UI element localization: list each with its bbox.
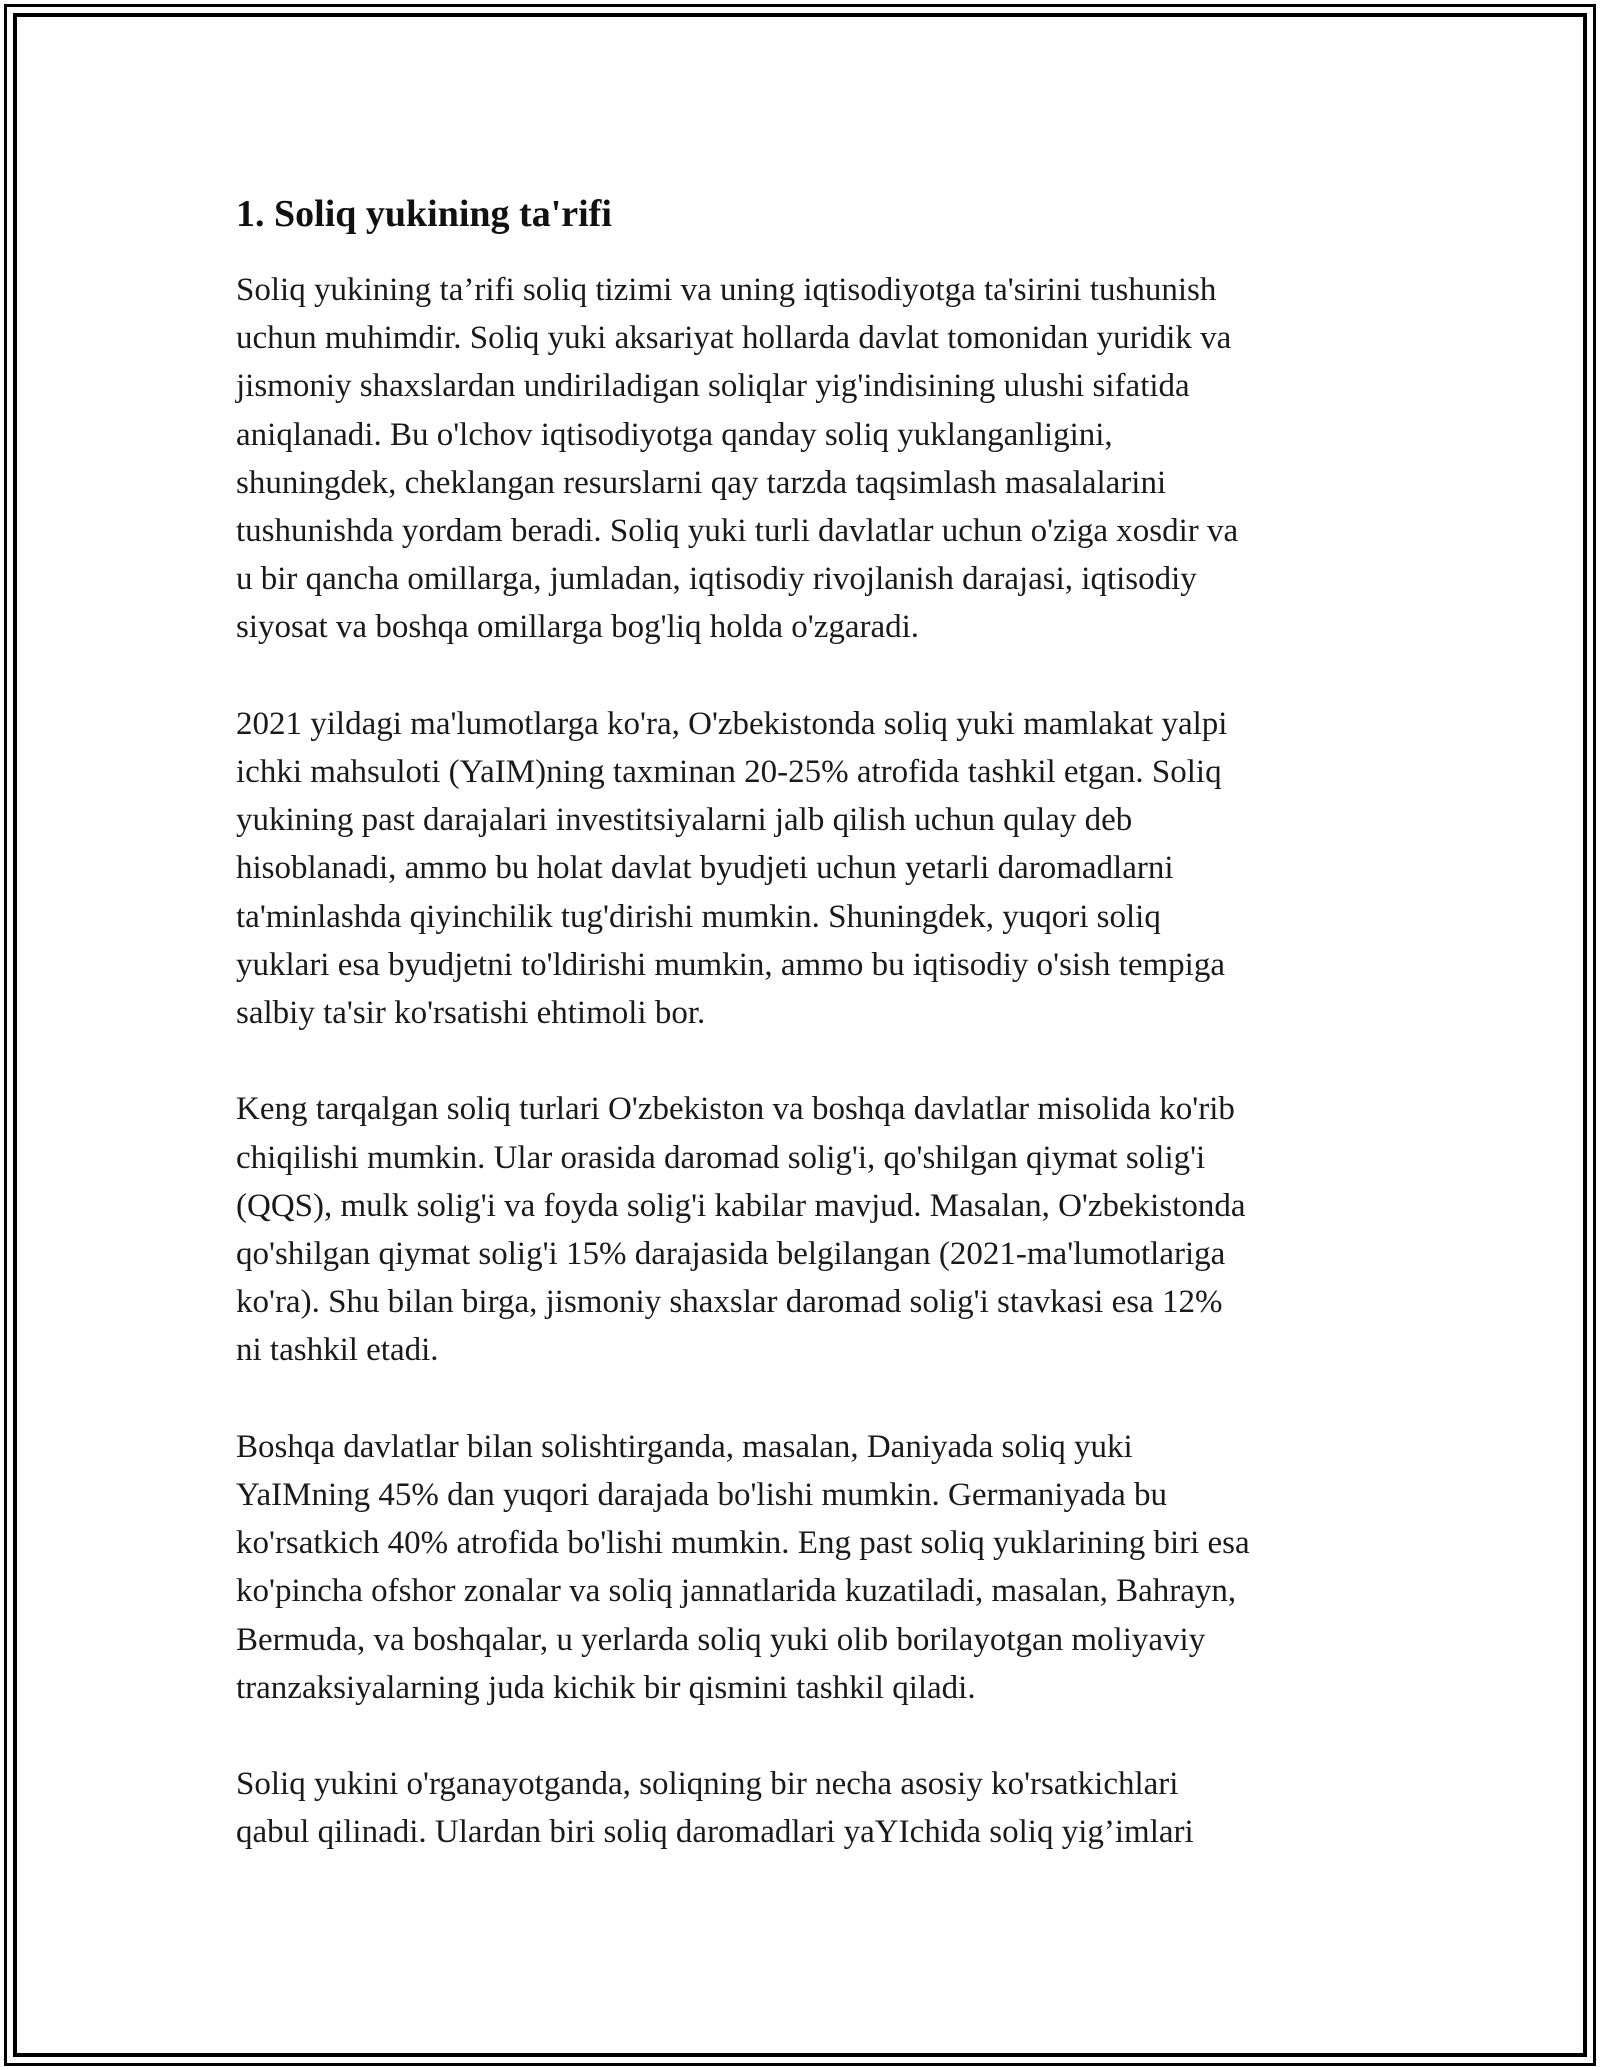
text-line: Soliq yukining ta’rifi soliq tizimi va uning iqtisodiyotga ta'sirini tushunish <box>236 272 1217 308</box>
text-line: u bir qancha omillarga, jumladan, iqtisodiy rivojlanish darajasi, iqtisodiy <box>236 561 1197 598</box>
paragraph-tax-burden-definition <box>236 266 1406 652</box>
text-line: Bermuda, va boshqalar, u yerlarda soliq yuki olib borilayotgan moliyaviy <box>236 1621 1206 1658</box>
text-line: yukining past darajalari investitsiyalarni jalb qilish uchun qulay deb <box>236 802 1133 839</box>
text-line: qabul qilinadi. Ulardan biri soliq daromadlari yaYIchida soliq yig’imlari <box>236 1814 1194 1851</box>
section-heading: 1. Soliq yukining ta'rifi <box>236 193 612 235</box>
text-line: ta'minlashda qiyinchilik tug'dirishi mumkin. Shuningdek, yuqori soliq <box>236 898 1161 935</box>
text-line: yuklari esa byudjetni to'ldirishi mumkin, ammo bu iqtisodiy o'sish tempiga <box>236 946 1225 983</box>
text-line: (QQS), mulk solig'i va foyda solig'i kabilar mavjud. Masalan, O'zbekistonda <box>236 1187 1246 1224</box>
document-body <box>236 186 1406 1857</box>
text-line: Keng tarqalgan soliq turlari O'zbekiston va boshqa davlatlar misolida ko'rib <box>236 1091 1235 1128</box>
paragraph-indicators <box>236 1760 1406 1856</box>
text-line: ko'pincha ofshor zonalar va soliq jannatlarida kuzatiladi, masalan, Bahrayn, <box>236 1573 1237 1610</box>
text-line: shuningdek, cheklangan resurslarni qay tarzda taqsimlash masalalarini <box>236 464 1167 501</box>
text-line: aniqlanadi. Bu o'lchov iqtisodiyotga qanday soliq yuklanganligini, <box>236 416 1113 453</box>
text-line: ichki mahsuloti (YaIM)ning taxminan 20-25% atrofida tashkil etgan. Soliq <box>236 754 1222 791</box>
text-line: salbiy ta'sir ko'rsatishi ehtimoli bor. <box>236 995 706 1032</box>
paragraph-uzbekistan-2021 <box>236 700 1406 1037</box>
text-line: tranzaksiyalarning juda kichik bir qismini tashkil qiladi. <box>236 1669 976 1706</box>
text-line: hisoblanadi, ammo bu holat davlat byudjeti uchun yetarli daromadlarni <box>236 850 1174 887</box>
text-line: ko'rsatkich 40% atrofida bo'lishi mumkin. Eng past soliq yuklarining biri esa <box>236 1525 1250 1562</box>
text-line: 2021 yildagi ma'lumotlarga ko'ra, O'zbekistonda soliq yuki mamlakat yalpi <box>236 705 1228 742</box>
paragraph-country-comparison <box>236 1423 1406 1712</box>
text-line: uchun muhimdir. Soliq yuki aksariyat hollarda davlat tomonidan yuridik va <box>236 320 1232 357</box>
text-line: chiqilishi mumkin. Ular orasida daromad solig'i, qo'shilgan qiymat solig'i <box>236 1139 1206 1176</box>
text-line: tushunishda yordam beradi. Soliq yuki turli davlatlar uchun o'ziga xosdir va <box>236 513 1239 550</box>
text-line: ni tashkil etadi. <box>236 1332 439 1369</box>
text-line: YaIMning 45% dan yuqori darajada bo'lishi mumkin. Germaniyada bu <box>236 1477 1168 1514</box>
paragraph-tax-types <box>236 1085 1406 1374</box>
text-line: Boshqa davlatlar bilan solishtirganda, masalan, Daniyada soliq yuki <box>236 1428 1133 1465</box>
text-line: Soliq yukini o'rganayotganda, soliqning bir necha asosiy ko'rsatkichlari <box>236 1766 1179 1803</box>
text-line: ko'ra). Shu bilan birga, jismoniy shaxslar daromad solig'i stavkasi esa 12% <box>236 1284 1223 1321</box>
text-line: qo'shilgan qiymat solig'i 15% darajasida belgilangan (2021-ma'lumotlariga <box>236 1236 1226 1273</box>
text-line: jismoniy shaxslardan undiriladigan soliqlar yig'indisining ulushi sifatida <box>236 368 1190 405</box>
text-line: siyosat va boshqa omillarga bog'liq holda o'zgaradi. <box>236 609 920 646</box>
